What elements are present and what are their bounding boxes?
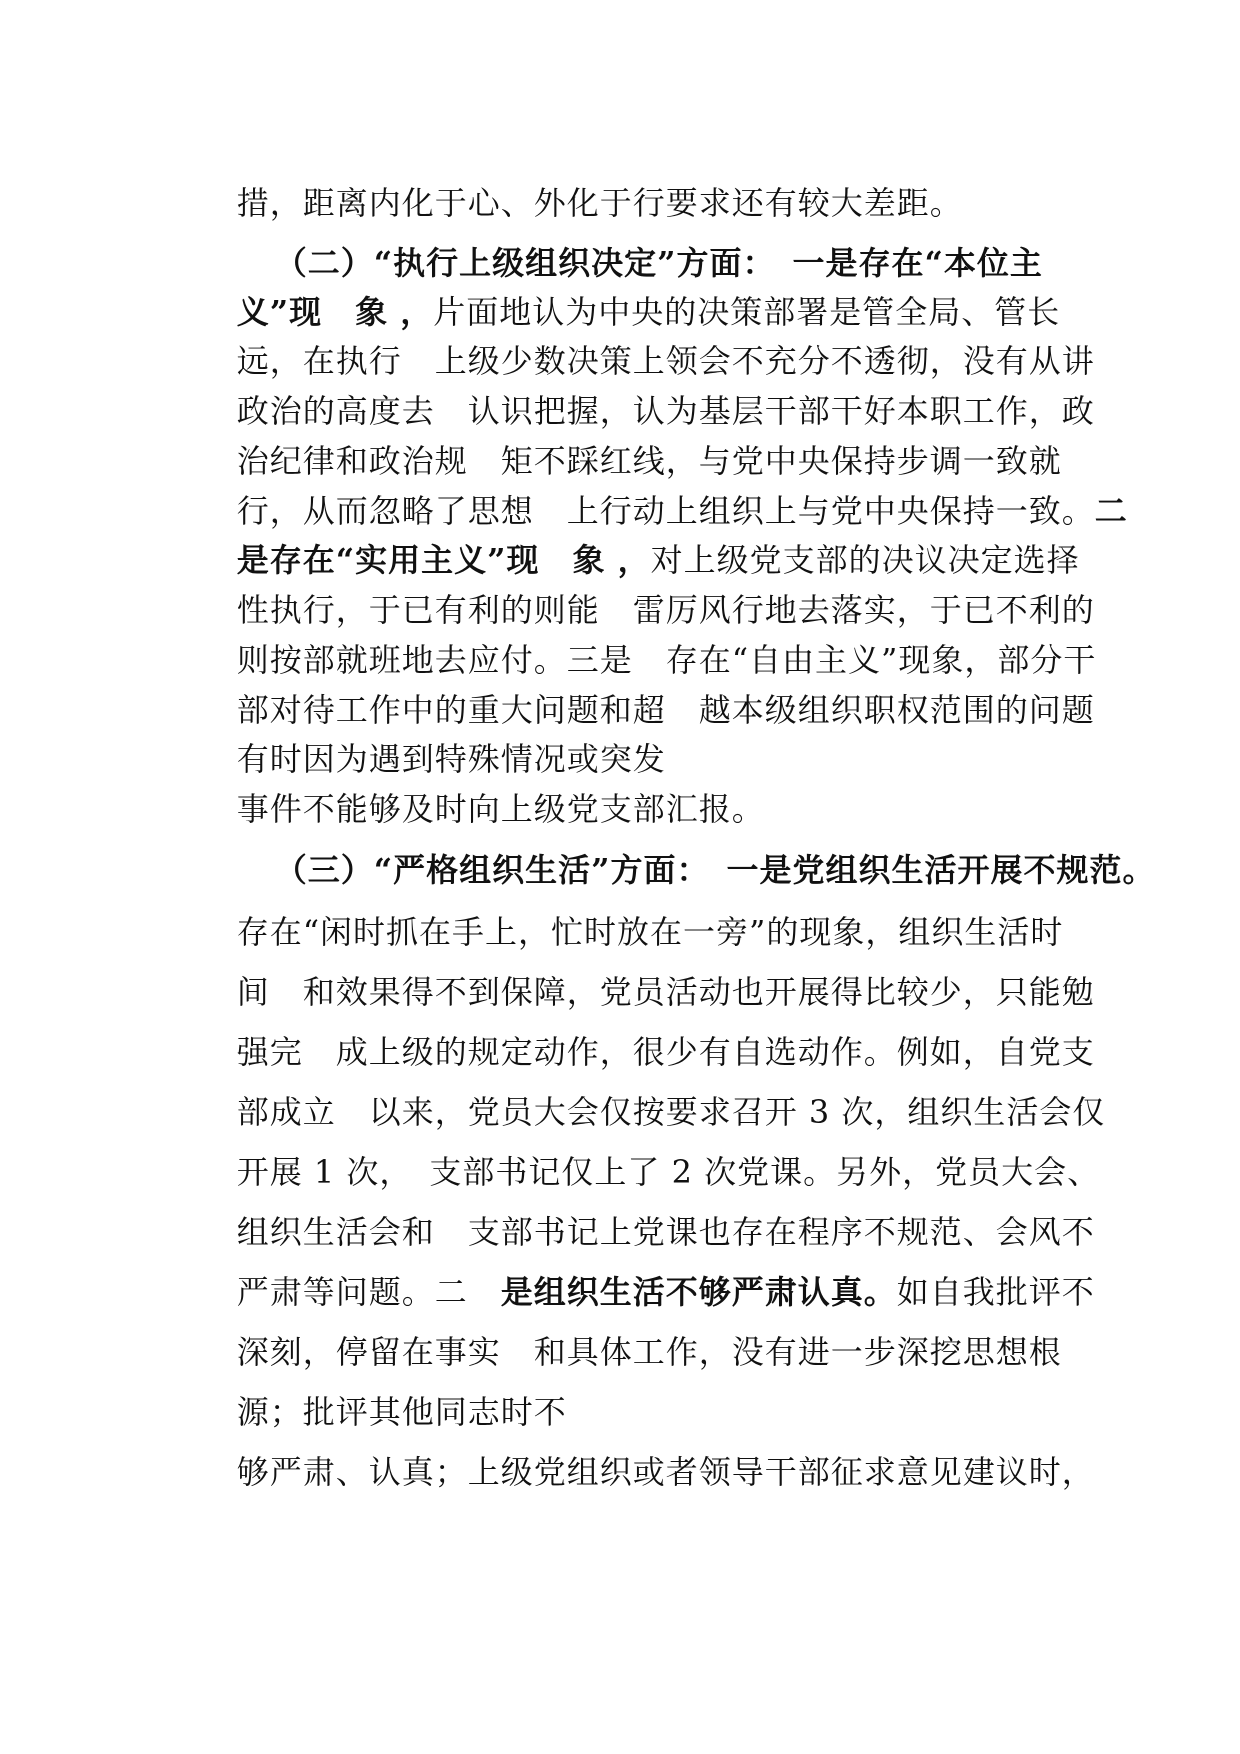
text-segment: 够严肃、认真；上级党组织或者领导干部征求意见建议时， xyxy=(236,1453,1095,1491)
text-segment: 则按部就班地去应付。三是 存在“自由主义”现象，部分干 xyxy=(236,641,1097,679)
text-segment: 事件不能够及时向上级党支部汇报。 xyxy=(236,790,765,828)
text-segment: （二）“执行上级组织决定”方面： 一是存在“本位主 xyxy=(274,244,1043,282)
text-segment: 严肃等问题。二 xyxy=(236,1273,501,1311)
text-segment: 义”现 象 ， xyxy=(236,293,434,331)
text-segment: 行，从而忽略了思想 上行动上组织上与党中央保持一致。 xyxy=(236,492,1095,530)
text-segment: 部成立 以来，党员大会仅按要求召开 3 次，组织生活会仅 xyxy=(236,1093,1106,1131)
text-segment: 治纪律和政治规 矩不踩红线，与党中央保持步调一致就 xyxy=(236,442,1062,480)
text-segment: 片面地认为中央的决策部署是管全局、管长 xyxy=(433,293,1061,331)
text-segment: 间 和效果得不到保障，党员活动也开展得比较少，只能勉 xyxy=(236,973,1095,1011)
text-segment: 部对待工作中的重大问题和超 越本级组织职权范围的问题 xyxy=(236,691,1095,729)
text-line xyxy=(192,1412,1095,1532)
text-segment: 远，在执行 上级少数决策上领会不充分不透彻，没有从讲 xyxy=(236,342,1095,380)
text-segment: 组织生活会和 支部书记上党课也存在程序不规范、会风不 xyxy=(236,1213,1095,1251)
text-segment: 性执行，于已有利的则能 雷厉风行地去落实，于已不利的 xyxy=(236,591,1095,629)
text-segment: 是存在“实用主义”现 象 ， xyxy=(236,541,651,579)
text-segment: （三）“严格组织生活”方面： 一是党组织生活开展不规范。 xyxy=(274,851,1156,889)
text-segment: 源；批评其他同志时不 xyxy=(236,1393,567,1431)
text-segment: 存在“闲时抓在手上，忙时放在一旁”的现象，组织生活时 xyxy=(236,913,1064,951)
text-segment: 深刻，停留在事实 和具体工作，没有进一步深挖思想根 xyxy=(236,1333,1062,1371)
text-segment: 政治的高度去 认识把握，认为基层干部干好本职工作，政 xyxy=(236,392,1095,430)
text-segment: 开展 1 次， 支部书记仅上了 2 次党课。另外，党员大会、 xyxy=(236,1153,1101,1191)
text-segment: 措，距离内化于心、外化于行要求还有较大差距。 xyxy=(236,184,963,222)
text-segment: 有时因为遇到特殊情况或突发 xyxy=(236,740,666,778)
text-segment: 二 xyxy=(1094,492,1128,530)
text-segment: 强完 成上级的规定动作，很少有自选动作。例如，自党支 xyxy=(236,1033,1095,1071)
text-segment: 对上级党支部的决议决定选择 xyxy=(650,541,1080,579)
text-segment: 是组织生活不够严肃认真。 xyxy=(500,1273,897,1311)
text-segment: 如自我批评不 xyxy=(896,1273,1095,1311)
